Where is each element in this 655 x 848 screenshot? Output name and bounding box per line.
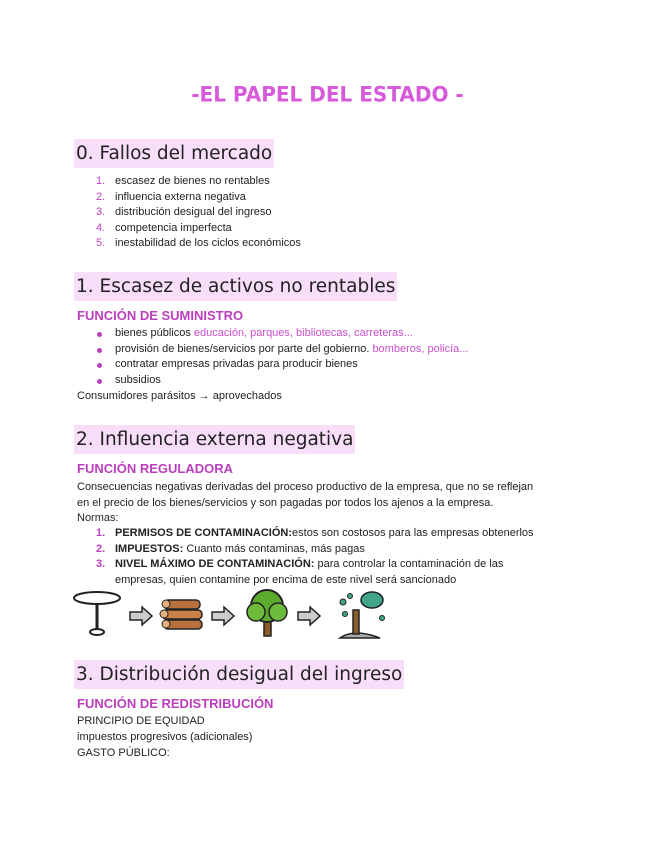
- list-item: 1. PERMISOS DE CONTAMINACIÓN:estos son costosos para las empresas obtenerlos: [96, 527, 534, 539]
- section-heading-influencia: 2. Influencia externa negativa: [74, 425, 355, 454]
- arrow-icon: [298, 607, 320, 625]
- bullet-icon: [97, 348, 102, 353]
- section-heading-escasez: 1. Escasez de activos no rentables: [74, 272, 397, 301]
- list-item: bienes públicos educación, parques, bibliotecas, carreteras...: [94, 326, 468, 342]
- arrow-icon: [130, 607, 152, 625]
- suministro-list: [94, 326, 468, 388]
- text-line: impuestos progresivos (adicionales): [77, 731, 253, 743]
- fallos-list: [94, 174, 301, 252]
- paragraph-line: en el precio de los bienes/servicios y son pagadas por todos los ajenos a la empresa.: [77, 497, 494, 509]
- list-item: 1. escasez de bienes no rentables: [96, 175, 270, 187]
- bullet-icon: [97, 379, 102, 384]
- list-item: contratar empresas privadas para producir bienes: [94, 357, 468, 373]
- list-item: 3. distribución desigual del ingreso: [96, 206, 272, 218]
- function-heading: FUNCIÓN REGULADORA: [77, 461, 233, 476]
- bullet-icon: [97, 332, 102, 337]
- list-item: 4. competencia imperfecta: [96, 221, 232, 234]
- page-title: -EL PAPEL DEL ESTADO -: [191, 81, 464, 107]
- bullet-icon: [97, 363, 102, 368]
- table-icon: [74, 592, 120, 635]
- list-item: 2. influencia externa negativa: [96, 190, 246, 203]
- paragraph-line: Consecuencias negativas derivadas del proceso productivo de la empresa, que no se reflejan: [77, 481, 534, 493]
- list-item: 3. NIVEL MÁXIMO DE CONTAMINACIÓN: para controlar la contaminación de las empresas, quien contamine por encima de este nivel será sancionado: [96, 558, 504, 586]
- normas-list: [94, 526, 574, 588]
- list-item: subsidios: [94, 373, 468, 389]
- tree-icon: [247, 590, 287, 636]
- dead-tree-icon: [340, 592, 385, 638]
- list-item: provisión de bienes/servicios por parte del gobierno. bomberos, policía...: [94, 342, 468, 358]
- note-text: Consumidores parásitos → aprovechados: [77, 390, 282, 402]
- list-item: 2. IMPUESTOS: Cuanto más contaminas, más pagas: [96, 542, 365, 555]
- list-item: 5. inestabilidad de los ciclos económicos: [96, 237, 301, 249]
- arrow-icon: [212, 607, 234, 625]
- text-line: GASTO PÚBLICO:: [77, 747, 170, 759]
- pollution-illustration: [70, 588, 400, 643]
- function-heading: FUNCIÓN DE REDISTRIBUCIÓN: [77, 696, 274, 711]
- logs-icon: [160, 600, 202, 629]
- section-heading-distribucion: 3. Distribución desigual del ingreso: [74, 660, 404, 689]
- function-heading: FUNCIÓN DE SUMINISTRO: [77, 308, 244, 323]
- normas-label: Normas:: [77, 512, 119, 524]
- text-line: PRINCIPIO DE EQUIDAD: [77, 715, 205, 727]
- section-heading-fallos: 0. Fallos del mercado: [74, 139, 274, 168]
